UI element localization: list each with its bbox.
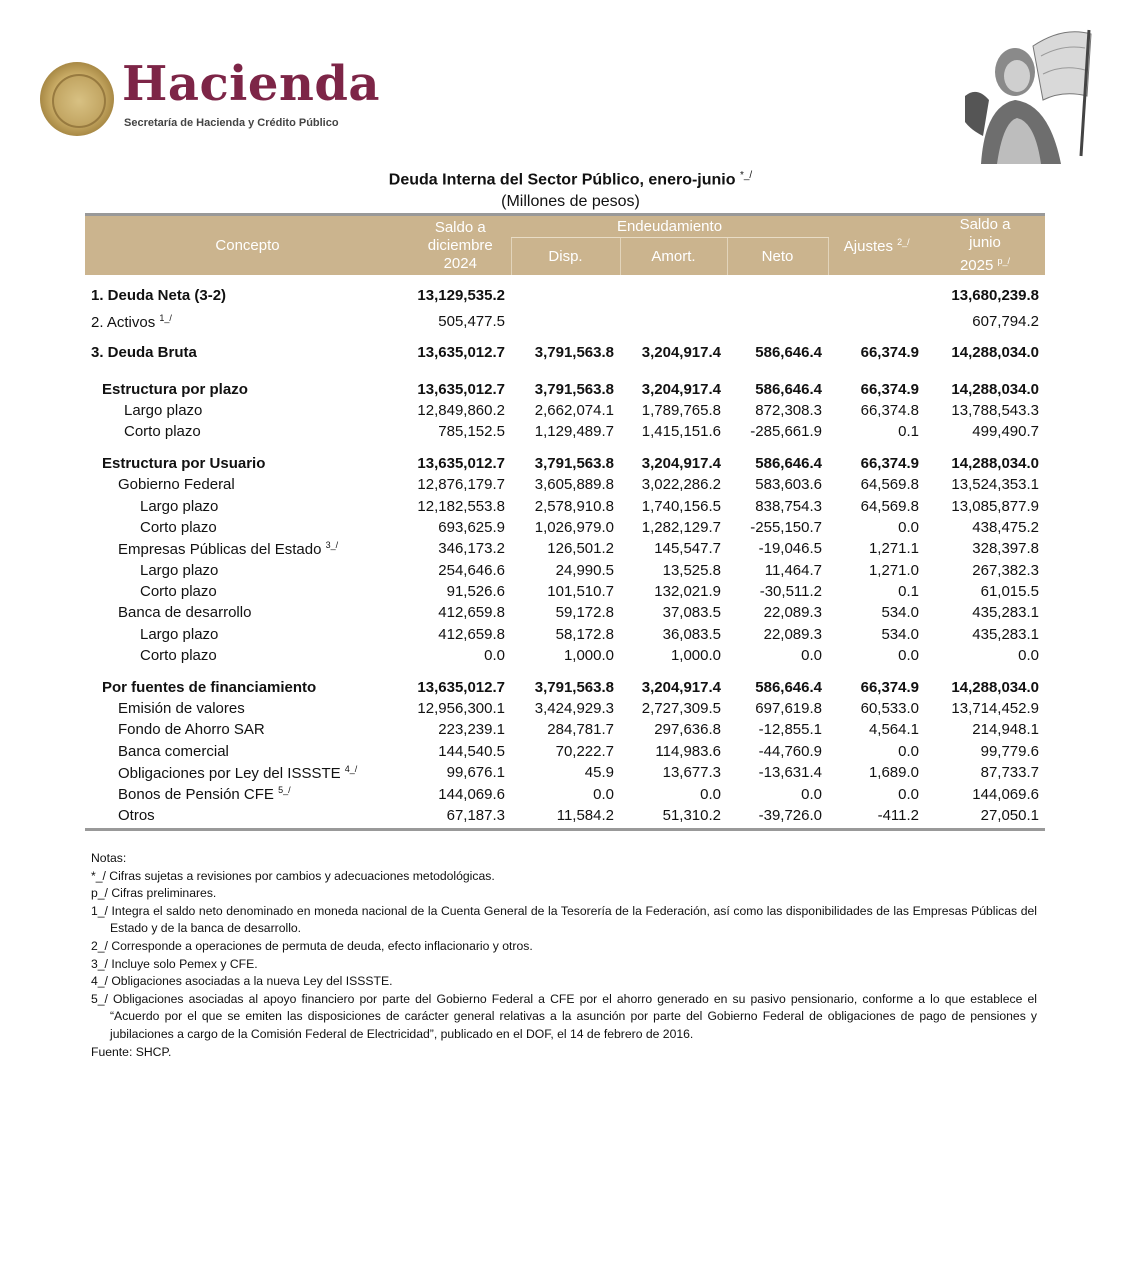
cell-saldo-dic: 144,069.6 xyxy=(438,785,505,803)
cell-amort: 37,083.5 xyxy=(662,604,721,622)
cell-ajustes: 0.1 xyxy=(898,423,919,441)
row-label: Fondo de Ahorro SAR xyxy=(118,721,265,739)
cell-neto: 838,754.3 xyxy=(755,497,822,515)
table-row xyxy=(85,453,1045,474)
cell-disp: 11,584.2 xyxy=(556,807,614,824)
cell-disp: 1,026,979.0 xyxy=(534,518,614,536)
footnote-mark: 3_/ xyxy=(325,539,339,550)
cell-neto: 583,603.6 xyxy=(755,476,822,494)
row-label: Corto plazo xyxy=(140,518,217,536)
cell-disp: 3,791,563.8 xyxy=(534,380,614,398)
cell-saldo-dic: 13,635,012.7 xyxy=(417,380,505,398)
cell-amort: 2,727,309.5 xyxy=(641,700,721,718)
notes-heading: Notas: xyxy=(91,851,127,865)
note-p: p_/ Cifras preliminares. xyxy=(91,886,217,901)
row-label: 1. Deuda Neta (3-2) xyxy=(91,287,227,305)
cell-saldo-jun: 328,397.8 xyxy=(972,540,1039,558)
cell-neto: 11,464.7 xyxy=(764,561,822,579)
footnote-mark: 5_/ xyxy=(278,785,291,796)
cell-amort: 132,021.9 xyxy=(654,583,721,601)
cell-amort xyxy=(620,306,727,337)
col-header-amort: Amort. xyxy=(620,238,727,275)
table-row xyxy=(85,378,1045,399)
table-row xyxy=(85,560,1045,581)
row-label: Emisión de valores xyxy=(118,700,245,718)
cell-neto: 586,646.4 xyxy=(755,380,822,398)
national-seal-icon xyxy=(40,62,114,136)
notes-section xyxy=(91,850,1037,1061)
cell-saldo-jun: 144,069.6 xyxy=(972,785,1039,803)
cell-saldo-dic: 13,635,012.7 xyxy=(417,454,505,472)
cell-saldo-jun: 99,779.6 xyxy=(980,742,1039,760)
table-row xyxy=(85,741,1045,762)
cell-saldo-dic: 12,849,860.2 xyxy=(417,401,505,419)
cell-ajustes: 66,374.9 xyxy=(860,678,919,696)
row-label: Corto plazo xyxy=(140,647,217,665)
cell-disp: 2,662,074.1 xyxy=(534,401,614,419)
cell-saldo-dic: 144,540.5 xyxy=(438,742,505,760)
col-header-concepto: Concepto xyxy=(85,216,410,275)
brand-name: Hacienda xyxy=(122,56,381,112)
cell-disp: 3,424,929.3 xyxy=(534,700,614,718)
row-label: 3. Deuda Bruta xyxy=(91,344,197,362)
cell-saldo-dic: 12,876,179.7 xyxy=(417,476,505,494)
row-label: Banca de desarrollo xyxy=(118,604,252,622)
cell-saldo-dic: 223,239.1 xyxy=(438,721,505,739)
cell-disp: 3,791,563.8 xyxy=(534,454,614,472)
cell-ajustes: 66,374.9 xyxy=(860,454,919,472)
table-row xyxy=(85,285,1045,306)
cell-ajustes xyxy=(828,285,925,306)
table-row xyxy=(85,517,1045,538)
table-row xyxy=(85,698,1045,719)
cell-ajustes: 4,564.1 xyxy=(868,721,919,739)
cell-saldo-dic: 412,659.8 xyxy=(438,625,505,643)
table-row xyxy=(85,783,1045,804)
cell-saldo-jun: 13,788,543.3 xyxy=(951,401,1039,419)
cell-saldo-dic: 346,173.2 xyxy=(438,540,505,558)
cell-ajustes: 0.0 xyxy=(898,785,919,803)
table-row xyxy=(85,337,1045,368)
cell-ajustes: 0.0 xyxy=(898,647,919,665)
note-asterisk: *_/ Cifras sujetas a revisiones por cambios y adecuaciones metodológicas. xyxy=(91,868,495,883)
cell-neto: 586,646.4 xyxy=(755,678,822,696)
row-spacer xyxy=(85,275,1045,285)
cell-saldo-dic: 13,129,535.2 xyxy=(417,287,505,305)
note-2: 2_/ Corresponde a operaciones de permuta de deuda, efecto inflacionario y otros. xyxy=(91,938,533,953)
table-bottom-rule xyxy=(85,828,1045,831)
col-header-endeudamiento: Endeudamiento xyxy=(511,216,828,238)
cell-saldo-dic: 0.0 xyxy=(484,647,505,665)
cell-amort: 3,204,917.4 xyxy=(641,344,721,362)
cell-disp: 59,172.8 xyxy=(555,604,614,622)
cell-disp xyxy=(511,306,620,337)
cell-ajustes: 60,533.0 xyxy=(860,700,919,718)
cell-neto: 872,308.3 xyxy=(755,401,822,419)
cell-saldo-jun: 267,382.3 xyxy=(972,561,1039,579)
col-header-saldo-dic: Saldo a diciembre 2024 xyxy=(410,216,511,275)
cell-saldo-dic: 12,956,300.1 xyxy=(417,700,505,718)
cell-neto xyxy=(727,285,828,306)
cell-ajustes: 64,569.8 xyxy=(860,497,919,515)
cell-neto: -19,046.5 xyxy=(758,540,822,558)
cell-saldo-dic: 693,625.9 xyxy=(438,518,505,536)
cell-disp: 45.9 xyxy=(584,764,614,782)
col-header-ajustes: Ajustes $^{2\_/}$ xyxy=(828,216,925,275)
cell-amort: 3,204,917.4 xyxy=(641,380,721,398)
cell-disp: 3,605,889.8 xyxy=(534,476,614,494)
cell-neto: 22,089.3 xyxy=(763,604,822,622)
cell-neto: -39,726.0 xyxy=(758,807,822,824)
cell-ajustes: 1,271.1 xyxy=(868,540,919,558)
cell-ajustes: 1,689.0 xyxy=(868,764,919,782)
cell-disp: 1,000.0 xyxy=(563,647,614,665)
cell-disp: 126,501.2 xyxy=(547,540,614,558)
table-row xyxy=(85,676,1045,697)
cell-neto: 586,646.4 xyxy=(755,454,822,472)
cell-amort: 297,636.8 xyxy=(654,721,721,739)
row-label: Otros xyxy=(118,807,155,824)
heroine-flag-illustration-icon xyxy=(963,26,1113,164)
cell-amort: 3,204,917.4 xyxy=(641,678,721,696)
cell-neto: 0.0 xyxy=(801,785,822,803)
cell-saldo-jun: 438,475.2 xyxy=(972,518,1039,536)
col-header-neto: Neto xyxy=(727,238,828,275)
cell-ajustes: 66,374.8 xyxy=(860,401,919,419)
cell-ajustes: 66,374.9 xyxy=(860,344,919,362)
cell-saldo-jun: 499,490.7 xyxy=(972,423,1039,441)
row-label: Empresas Públicas del Estado $^{3\_/}$ xyxy=(118,539,339,558)
cell-ajustes: 0.0 xyxy=(898,742,919,760)
debt-table xyxy=(85,213,1045,831)
table-row xyxy=(85,719,1045,740)
cell-neto: -44,760.9 xyxy=(758,742,822,760)
table-row xyxy=(85,645,1045,666)
cell-saldo-jun: 14,288,034.0 xyxy=(951,678,1039,696)
table-row xyxy=(85,624,1045,645)
cell-disp: 284,781.7 xyxy=(547,721,614,739)
cell-amort: 51,310.2 xyxy=(662,807,721,824)
cell-disp: 101,510.7 xyxy=(547,583,614,601)
row-label: Largo plazo xyxy=(124,401,203,419)
cell-neto xyxy=(727,306,828,337)
cell-amort xyxy=(620,285,727,306)
cell-amort: 114,983.6 xyxy=(655,742,721,760)
cell-saldo-jun: 435,283.1 xyxy=(972,625,1039,643)
cell-saldo-jun: 13,085,877.9 xyxy=(951,497,1039,515)
cell-ajustes: 534.0 xyxy=(881,604,919,622)
cell-disp: 70,222.7 xyxy=(555,742,614,760)
row-label: Banca comercial xyxy=(118,742,229,760)
table-body xyxy=(85,275,1045,826)
cell-amort: 3,204,917.4 xyxy=(641,454,721,472)
cell-ajustes: 1,271.0 xyxy=(868,561,919,579)
table-row xyxy=(85,400,1045,421)
cell-ajustes: 534.0 xyxy=(881,625,919,643)
cell-disp: 3,791,563.8 xyxy=(534,344,614,362)
row-label: Largo plazo xyxy=(140,497,219,515)
note-1: 1_/ Integra el saldo neto denominado en moneda nacional de la Cuenta General de la Tesorería de la Federación, así como las disponibilidades de las Empresas Públicas del Estado y de la banca de desarrollo. xyxy=(91,903,1037,936)
cell-saldo-jun: 27,050.1 xyxy=(980,807,1039,824)
title-footnote-mark: *_/ xyxy=(739,170,753,181)
cell-neto: -12,855.1 xyxy=(758,721,822,739)
row-spacer xyxy=(85,443,1045,453)
cell-ajustes: 0.1 xyxy=(898,583,919,601)
cell-ajustes: 66,374.9 xyxy=(860,380,919,398)
cell-saldo-jun: 13,524,353.1 xyxy=(951,476,1039,494)
row-label: Estructura por plazo xyxy=(102,380,248,398)
row-label: Bonos de Pensión CFE $^{5\_/}$ xyxy=(118,785,291,804)
note-4: 4_/ Obligaciones asociadas a la nueva Ley del ISSSTE. xyxy=(91,974,393,989)
row-label: Largo plazo xyxy=(140,625,219,643)
cell-saldo-dic: 13,635,012.7 xyxy=(417,678,505,696)
cell-saldo-jun: 14,288,034.0 xyxy=(951,380,1039,398)
cell-saldo-jun: 0.0 xyxy=(1018,647,1039,665)
cell-saldo-dic: 505,477.5 xyxy=(438,313,505,331)
table-header xyxy=(85,216,1045,275)
cell-amort: 1,789,765.8 xyxy=(641,401,721,419)
cell-disp: 58,172.8 xyxy=(555,625,614,643)
cell-amort: 0.0 xyxy=(700,785,721,803)
cell-saldo-dic: 785,152.5 xyxy=(438,423,505,441)
col-header-saldo-jun: Saldo a junio 2025 $^{p\_/}$ xyxy=(925,216,1045,275)
cell-ajustes: 64,569.8 xyxy=(860,476,919,494)
footnote-mark: 1_/ xyxy=(159,312,172,323)
cell-saldo-dic: 412,659.8 xyxy=(438,604,505,622)
cell-saldo-jun: 14,288,034.0 xyxy=(951,344,1039,362)
cell-amort: 145,547.7 xyxy=(654,540,721,558)
cell-amort: 1,000.0 xyxy=(670,647,721,665)
cell-saldo-jun: 87,733.7 xyxy=(980,764,1039,782)
row-label: Obligaciones por Ley del ISSSTE $^{4\_/}$ xyxy=(118,763,358,782)
row-label: Por fuentes de financiamiento xyxy=(102,678,317,696)
cell-saldo-dic: 254,646.6 xyxy=(438,561,505,579)
cell-neto: 697,619.8 xyxy=(755,700,822,718)
row-label: Corto plazo xyxy=(140,583,217,601)
cell-saldo-jun: 435,283.1 xyxy=(972,604,1039,622)
row-label: Corto plazo xyxy=(124,423,201,441)
source-line: Fuente: SHCP. xyxy=(91,1044,172,1059)
table-row xyxy=(85,306,1045,337)
row-label: 2. Activos $^{1\_/}$ xyxy=(91,312,172,331)
cell-disp: 0.0 xyxy=(593,785,614,803)
cell-neto: -285,661.9 xyxy=(750,423,822,441)
cell-disp: 3,791,563.8 xyxy=(534,678,614,696)
cell-saldo-dic: 99,676.1 xyxy=(446,764,505,782)
cell-amort: 13,677.3 xyxy=(662,764,721,782)
table-title xyxy=(0,170,1141,189)
table-row xyxy=(85,805,1045,826)
cell-disp: 1,129,489.7 xyxy=(534,423,614,441)
cell-amort: 13,525.8 xyxy=(662,561,721,579)
cell-neto: -30,511.2 xyxy=(759,583,822,601)
cell-amort: 1,282,129.7 xyxy=(641,518,721,536)
cell-saldo-jun: 214,948.1 xyxy=(972,721,1039,739)
cell-ajustes: -411.2 xyxy=(877,807,919,824)
cell-saldo-jun: 14,288,034.0 xyxy=(951,454,1039,472)
table-row xyxy=(85,581,1045,602)
cell-saldo-jun: 13,714,452.9 xyxy=(951,700,1039,718)
cell-disp: 2,578,910.8 xyxy=(534,497,614,515)
cell-neto: 586,646.4 xyxy=(755,344,822,362)
table-row xyxy=(85,538,1045,559)
cell-saldo-dic: 67,187.3 xyxy=(446,807,505,824)
hacienda-logo xyxy=(40,56,381,140)
row-spacer xyxy=(85,368,1045,378)
footnote-mark: 4_/ xyxy=(344,763,358,774)
cell-ajustes: 0.0 xyxy=(898,518,919,536)
cell-neto: -13,631.4 xyxy=(758,764,822,782)
cell-saldo-jun: 607,794.2 xyxy=(972,313,1039,331)
cell-saldo-jun: 61,015.5 xyxy=(980,583,1039,601)
cell-disp xyxy=(511,285,620,306)
col-header-disp: Disp. xyxy=(511,238,620,275)
cell-disp: 24,990.5 xyxy=(555,561,614,579)
note-5: 5_/ Obligaciones asociadas al apoyo financiero por parte del Gobierno Federal a CFE por el ahorro generado en su pasivo pensionario, conforme a lo que establece el “Acuerdo por el que se emiten las disposiciones de carácter general relativas a la asunción por parte del Gobierno Federal de obligaciones de pago de pensiones y jubilaciones a cargo de la Comisión Federal de Electricidad”, publicado en el DOF, el 14 de febrero de 2016. xyxy=(91,991,1037,1041)
table-row xyxy=(85,421,1045,442)
cell-saldo-dic: 91,526.6 xyxy=(446,583,505,601)
cell-neto: -255,150.7 xyxy=(750,518,822,536)
cell-amort: 36,083.5 xyxy=(662,625,721,643)
table-row xyxy=(85,495,1045,516)
table-row xyxy=(85,474,1045,495)
cell-neto: 0.0 xyxy=(801,647,822,665)
note-3: 3_/ Incluye solo Pemex y CFE. xyxy=(91,956,258,971)
row-label: Estructura por Usuario xyxy=(102,454,266,472)
table-units: (Millones de pesos) xyxy=(501,193,640,210)
cell-amort: 1,740,156.5 xyxy=(641,497,721,515)
cell-amort: 3,022,286.2 xyxy=(641,476,721,494)
row-spacer xyxy=(85,666,1045,676)
cell-neto: 22,089.3 xyxy=(763,625,822,643)
cell-saldo-dic: 12,182,553.8 xyxy=(417,497,505,515)
cell-saldo-jun: 13,680,239.8 xyxy=(951,287,1039,305)
table-row xyxy=(85,762,1045,783)
cell-saldo-dic: 13,635,012.7 xyxy=(417,344,505,362)
table-title-text: Deuda Interna del Sector Público, enero-junio xyxy=(388,171,736,189)
table-row xyxy=(85,602,1045,623)
cell-ajustes xyxy=(828,306,925,337)
brand-subtitle: Secretaría de Hacienda y Crédito Público xyxy=(124,117,339,129)
cell-amort: 1,415,151.6 xyxy=(641,423,721,441)
row-label: Gobierno Federal xyxy=(118,476,235,494)
row-label: Largo plazo xyxy=(140,561,219,579)
